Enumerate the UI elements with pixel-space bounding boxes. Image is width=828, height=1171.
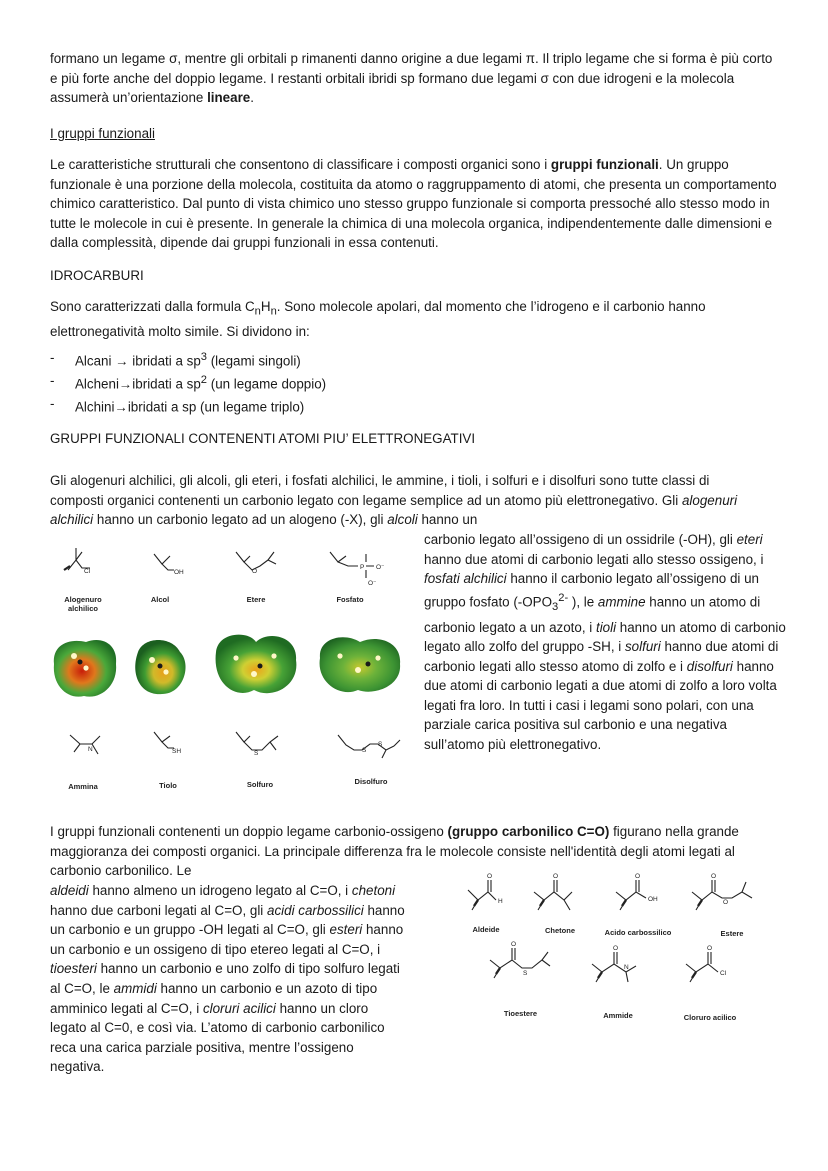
text: hanno due atomi di carbonio legati allo stesso ossigeno, i <box>424 551 764 567</box>
bullet-dash: - <box>50 396 55 412</box>
bullet-dash: - <box>50 350 55 365</box>
text: Sono caratterizzati dalla formula C <box>50 299 255 314</box>
caption-tiolo: Tiolo <box>159 781 177 790</box>
atom-label: O <box>487 873 493 880</box>
atom-label: N <box>88 746 93 753</box>
italic-term: tioli <box>595 619 617 635</box>
paragraph-carbonyl-side <box>50 881 408 1077</box>
caption-ammina: Ammina <box>68 782 98 791</box>
caption-fosfato: Fosfato <box>336 595 364 604</box>
atom-label: Cl <box>84 568 91 575</box>
caption-tioestere: Tioestere <box>503 1009 538 1018</box>
bold-term: lineare <box>207 90 251 106</box>
italic-term: solfuri <box>624 639 661 655</box>
list-item <box>50 371 326 394</box>
text: . Sono molecole apolari, dal momento che l’idrogeno e il carbonio hanno elettronegatività molto simile. Si dividono in: <box>50 299 706 340</box>
list-item-text <box>75 348 301 371</box>
text: hanno un carbonio e un azoto di tipo amminico legati al C=O, i <box>50 980 378 1016</box>
subscript: n <box>254 305 261 318</box>
text: hanno un <box>417 512 478 528</box>
atom-label: O <box>511 941 517 948</box>
atom-label: O <box>252 568 258 575</box>
text: ), le <box>568 594 598 610</box>
text: . Un gruppo funzionale è una porzione della molecola, costituita da atomo o raggruppamento di atomi, che presenta un comportamento chimico caratteristico. Dal punto di vista chimico uno stesso gruppo funzionale si comporta pressoché allo stesso modo in tutte le molecole in cui è presente. In generale la chimica di una molecola organica, indipendentemente dalle dimensioni e dalla complessità, dipende dai gruppi funzionali in essa contenuti. <box>50 157 777 251</box>
atom-label: O⁻ <box>376 564 385 571</box>
list-item-text <box>75 394 304 417</box>
text: hanno un carbonio legato ad un alogeno (-X), gli <box>93 512 388 528</box>
paragraph-electronegative-intro <box>50 471 750 530</box>
italic-term: alcoli <box>387 512 418 528</box>
caption-chetone: Chetone <box>545 926 575 935</box>
caption-acido: Acido carbossilico <box>604 928 672 937</box>
superscript: 2 <box>200 374 208 387</box>
figure-electronegative-groups <box>48 540 413 800</box>
italic-term: cloruri acilici <box>202 1000 276 1016</box>
text: (legami singoli) <box>207 353 301 369</box>
text: hanno un carbonio e un ossigeno di tipo etereo legati al C=O, i <box>50 922 404 957</box>
text: hanno un atomo di carbonio legato a un azoto, i <box>424 594 761 635</box>
text: hanno due carboni legati al C=O, gli <box>50 902 267 918</box>
atom-label: S <box>254 750 259 757</box>
heading-idrocarburi: IDROCARBURI <box>50 268 144 283</box>
caption-alogenuro: Alogenuro alchilico <box>64 595 102 613</box>
text: hanno un carbonio e uno zolfo di tipo solfuro legati al C=O, le <box>50 961 400 996</box>
italic-term: disolfuri <box>686 658 733 674</box>
atom-label: O⁻ <box>368 580 377 587</box>
italic-term: chetoni <box>351 883 396 898</box>
list-item-text <box>75 371 326 394</box>
italic-term: fosfati alchilici <box>424 571 507 587</box>
paragraph-electronegative-side <box>424 530 786 755</box>
superscript: 3 <box>200 351 207 363</box>
atom-label: S <box>362 747 367 754</box>
text: . <box>250 90 254 106</box>
caption-aldeide: Aldeide <box>472 925 500 934</box>
paragraph-functional-groups <box>50 155 780 253</box>
atom-label: O <box>553 873 559 880</box>
atom-label: SH <box>172 748 182 755</box>
atom-label: H <box>498 898 503 905</box>
caption-disolfuro: Disolfuro <box>354 777 388 786</box>
heading-electronegative-groups: GRUPPI FUNZIONALI CONTENENTI ATOMI PIU’ ELETTRONEGATIVI <box>50 431 476 446</box>
italic-term: alogenuri alchilici <box>50 492 738 528</box>
atom-label: N <box>624 964 629 971</box>
italic-term: esteri <box>329 922 363 938</box>
text: Alchini→ibridati a sp (un legame triplo) <box>75 399 305 415</box>
atom-label: O <box>711 873 717 880</box>
heading-gruppi-funzionali: I gruppi funzionali <box>50 126 155 141</box>
text: Alcheni→ibridati a sp <box>75 376 201 392</box>
text: hanno due atomi di carbonio legati allo stesso atomo di zolfo e i <box>424 639 779 674</box>
paragraph-idrocarburi <box>50 297 780 342</box>
italic-term: aldeidi <box>50 883 89 898</box>
electrostatic-maps <box>54 635 400 697</box>
text: formano un legame σ, mentre gli orbitali p rimanenti danno origine a due legami π. Il triplo legame che si forma è più corto e più forte anche del doppio legame. I restanti orbitali ibridi sp formano due legami σ con due idrogeni e la molecola assumerà un’orientazione <box>50 51 773 106</box>
bold-term: (gruppo carbonilico C=O) <box>447 824 610 839</box>
atom-label: O <box>707 945 713 952</box>
text: Le caratteristiche strutturali che consentono di classificare i composti organici sono i <box>50 157 551 172</box>
atom-label: O <box>635 873 641 880</box>
superscript: 2- <box>558 591 569 604</box>
italic-term: ammidi <box>113 980 157 996</box>
text: hanno un cloro legato al C=0, e così via. L’atomo di carbonio carbonilico reca una carica parziale positiva, mentre l’ossigeno negativa. <box>50 1000 385 1075</box>
text: Alcani → ibridati a sp <box>75 353 201 369</box>
atom-label: S <box>378 741 383 748</box>
list-item <box>50 348 326 371</box>
atom-label: P <box>360 564 365 571</box>
subscript: n <box>270 305 277 318</box>
text: hanno un atomo di carbonio legato allo zolfo del gruppo -SH, i <box>424 619 786 655</box>
paragraph-triple-bond <box>50 49 780 108</box>
text: hanno almeno un idrogeno legato al C=O, i <box>88 883 352 898</box>
text: Gli alogenuri alchilici, gli alcoli, gli eteri, i fosfati alchilici, le ammine, i tioli, i solfuri e i disolfuri sono tutte classi di composti organici contenenti un carbonio legato con legame semplice ad un atomo più elettronegativo. Gli <box>50 473 710 508</box>
caption-solfuro: Solfuro <box>246 780 274 789</box>
italic-term: ammine <box>597 594 646 610</box>
subscript: 3 <box>552 600 559 613</box>
hydrocarbon-list <box>50 348 326 417</box>
list-item <box>50 394 326 417</box>
bullet-dash: - <box>50 373 55 389</box>
caption-estere: Estere <box>720 929 744 938</box>
atom-label: OH <box>174 569 184 576</box>
caption-alcol: Alcol <box>150 595 170 604</box>
text: hanno due atomi di carbonio legati a due atomi di zolfo a loro volta legati fra loro. In tutti i casi i legami sono polari, con una parziale carica positiva sul carbonio e una negativa sull’atomo più elettronegativo. <box>424 658 777 753</box>
text: I gruppi funzionali contenenti un doppio legame carbonio-ossigeno <box>50 824 448 839</box>
italic-term: eteri <box>736 532 763 547</box>
bold-term: gruppi funzionali <box>550 157 659 172</box>
atom-label: O <box>613 945 619 952</box>
italic-term: tioesteri <box>50 961 97 977</box>
text: H <box>260 299 271 314</box>
atom-label: Cl <box>720 970 727 977</box>
atom-label: O <box>723 899 729 906</box>
caption-etere: Etere <box>246 595 266 604</box>
text: figurano nella grande maggioranza dei composti organici. La principale differenza fra le molecole consiste nell'identità degli atomi legati al carbonio carbonilico. Le <box>50 824 739 879</box>
text: (un legame doppio) <box>207 376 327 392</box>
atom-label: S <box>523 970 528 977</box>
figure-carbonyl-groups <box>460 868 780 1028</box>
text: hanno un carbonio e un gruppo -OH legati al C=O, gli <box>50 902 405 938</box>
text: hanno il carbonio legato all’ossigeno di un gruppo fosfato (-OPO <box>424 571 759 610</box>
italic-term: acidi carbossilici <box>267 902 364 918</box>
caption-cloruro: Cloruro acilico <box>683 1013 737 1022</box>
caption-ammide: Ammide <box>603 1011 633 1020</box>
text: carbonio legato all’ossigeno di un ossidrile (-OH), gli <box>424 532 737 547</box>
atom-label: OH <box>648 896 658 903</box>
